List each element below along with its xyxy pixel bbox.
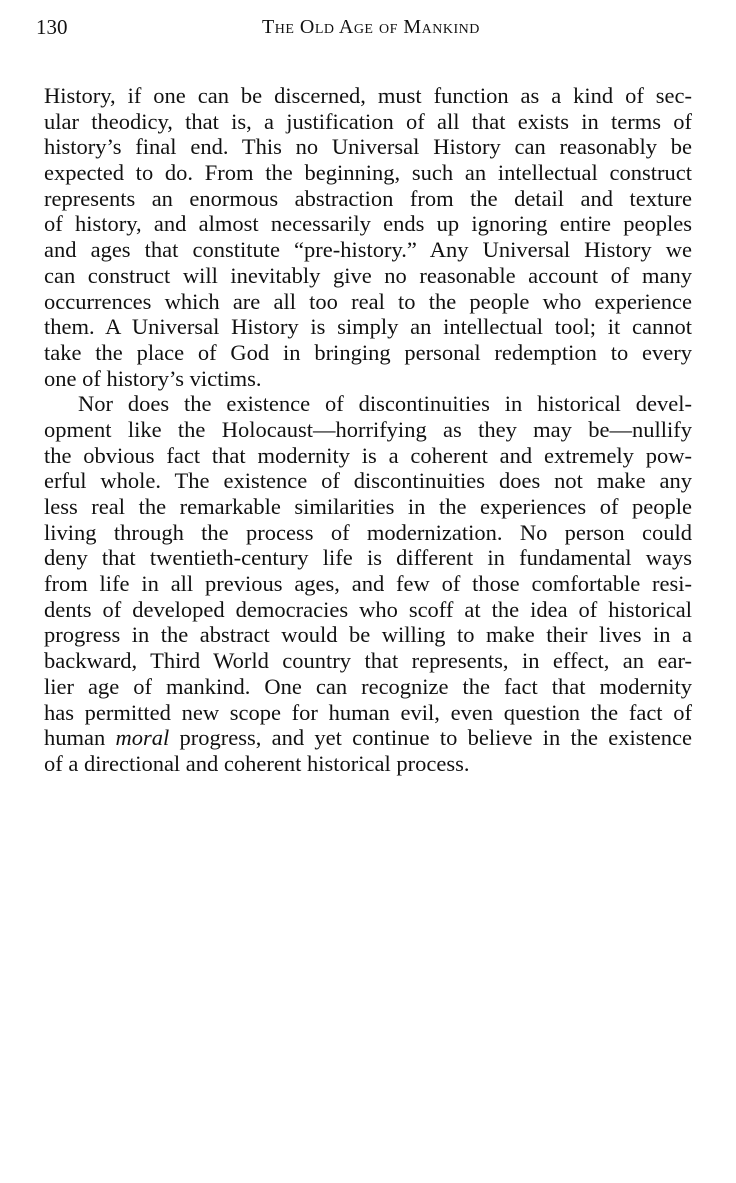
text-line: backward, Third World country that represents, in effect, an ear-	[44, 648, 692, 674]
emphasized-word: moral	[115, 725, 170, 751]
text-line: and ages that constitute “pre-history.” Any Universal History we	[44, 237, 692, 263]
text-line: expected to do. From the beginning, such an intellectual construct	[44, 160, 692, 186]
text-run: human	[44, 725, 116, 751]
text-line: History, if one can be discerned, must function as a kind of sec-	[44, 83, 692, 108]
text-line: them. A Universal History is simply an intellectual tool; it cannot	[44, 314, 692, 340]
paragraph-1	[44, 83, 692, 391]
text-line: progress in the abstract would be willing to make their lives in a	[44, 622, 692, 648]
running-title: The Old Age of Mankind	[262, 16, 480, 38]
text-line: one of history’s victims.	[44, 365, 262, 391]
text-line: occurrences which are all too real to the people who experience	[44, 288, 692, 314]
text-line: living through the process of modernization. No person could	[44, 519, 692, 545]
text-line: deny that twentieth-century life is different in fundamental ways	[44, 545, 692, 571]
text-line: can construct will inevitably give no reasonable account of many	[44, 262, 692, 288]
text-line: the obvious fact that modernity is a coherent and extremely pow-	[44, 442, 692, 468]
text-line: take the place of God in bringing personal redemption to every	[44, 339, 692, 365]
text-line: of a directional and coherent historical process.	[44, 750, 470, 776]
text-line: of history, and almost necessarily ends up ignoring entire peoples	[44, 211, 692, 237]
text-line: opment like the Holocaust—horrifying as they may be—nullify	[44, 416, 692, 442]
text-line: lier age of mankind. One can recognize the fact that modernity	[44, 673, 692, 699]
body-text	[44, 83, 692, 777]
text-line: represents an enormous abstraction from the detail and texture	[44, 185, 692, 211]
text-line: dents of developed democracies who scoff at the idea of historical	[44, 596, 692, 622]
text-line: history’s final end. This no Universal History can reasonably be	[44, 134, 692, 160]
text-line: from life in all previous ages, and few of those comfortable resi-	[44, 571, 692, 597]
page-number: 130	[36, 15, 68, 39]
text-run: progress, and yet continue to believe in the existence	[169, 725, 692, 751]
paragraph-2	[44, 391, 692, 776]
running-head	[36, 12, 696, 42]
text-line: has permitted new scope for human evil, even question the fact of	[44, 699, 692, 725]
text-line-with-emphasis	[44, 725, 692, 751]
text-line: less real the remarkable similarities in the experiences of people	[44, 494, 692, 519]
text-line: ular theodicy, that is, a justification of all that exists in terms of	[44, 108, 692, 134]
text-line: Nor does the existence of discontinuities in historical devel-	[78, 391, 692, 417]
text-line: erful whole. The existence of discontinuities does not make any	[44, 468, 692, 494]
